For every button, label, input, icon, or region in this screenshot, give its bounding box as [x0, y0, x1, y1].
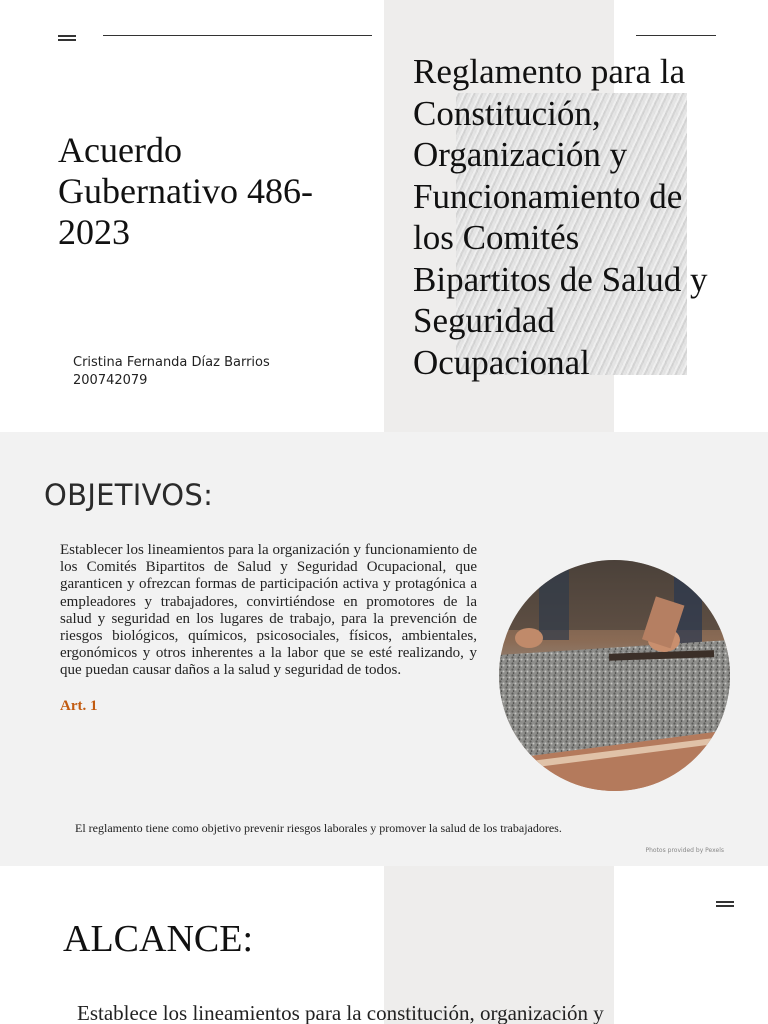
- hamburger-menu-icon[interactable]: [58, 35, 76, 41]
- objectives-slide: [0, 432, 768, 866]
- objective-summary-note: El reglamento tiene como objetivo prevenir riesgos laborales y promover la salud de los trabajadores.: [75, 821, 562, 835]
- author-name: Cristina Fernanda Díaz Barrios 200742079: [73, 355, 270, 388]
- scope-body-text: Establece los lineamientos para la constitución, organización y: [77, 1001, 604, 1024]
- objectives-body-text: Establecer los lineamientos para la organización y funcionamiento de los Comités Bipartitos de Salud y Seguridad Ocupacional, que garanticen y ofrezcan formas de participación activa y protagónica a empleadores y trabajadores, convirtiéndose en promotores de la salud y seguridad en los lugares de trabajo, para la prevención de riesgos biológicos, químicos, psicosociales, físicos, ambientales, ergonómicos y otros inherentes a la labor que se esté realizando, y que puedan causar daños a la salud y seguridad de todos.: [60, 542, 477, 679]
- scope-slide: [0, 866, 768, 1024]
- presentation-subtitle: Reglamento para la Constitución, Organización y Funcionamiento de los Comités Bipartitos de Salud y Seguridad Ocupacional: [413, 52, 708, 382]
- top-divider-line-left: [103, 35, 372, 36]
- objectives-heading: OBJETIVOS:: [44, 478, 214, 512]
- concrete-work-illustration: [499, 560, 730, 791]
- presentation-title: Acuerdo Gubernativo 486-2023: [58, 130, 313, 252]
- hamburger-menu-icon-scope[interactable]: [716, 901, 734, 907]
- title-slide: [0, 0, 768, 432]
- top-divider-line-right: [636, 35, 716, 36]
- photo-credit: Photos provided by Pexels: [645, 847, 724, 854]
- construction-worker-photo: [499, 560, 730, 791]
- article-reference: Art. 1: [60, 698, 98, 714]
- scope-heading: ALCANCE:: [63, 918, 253, 960]
